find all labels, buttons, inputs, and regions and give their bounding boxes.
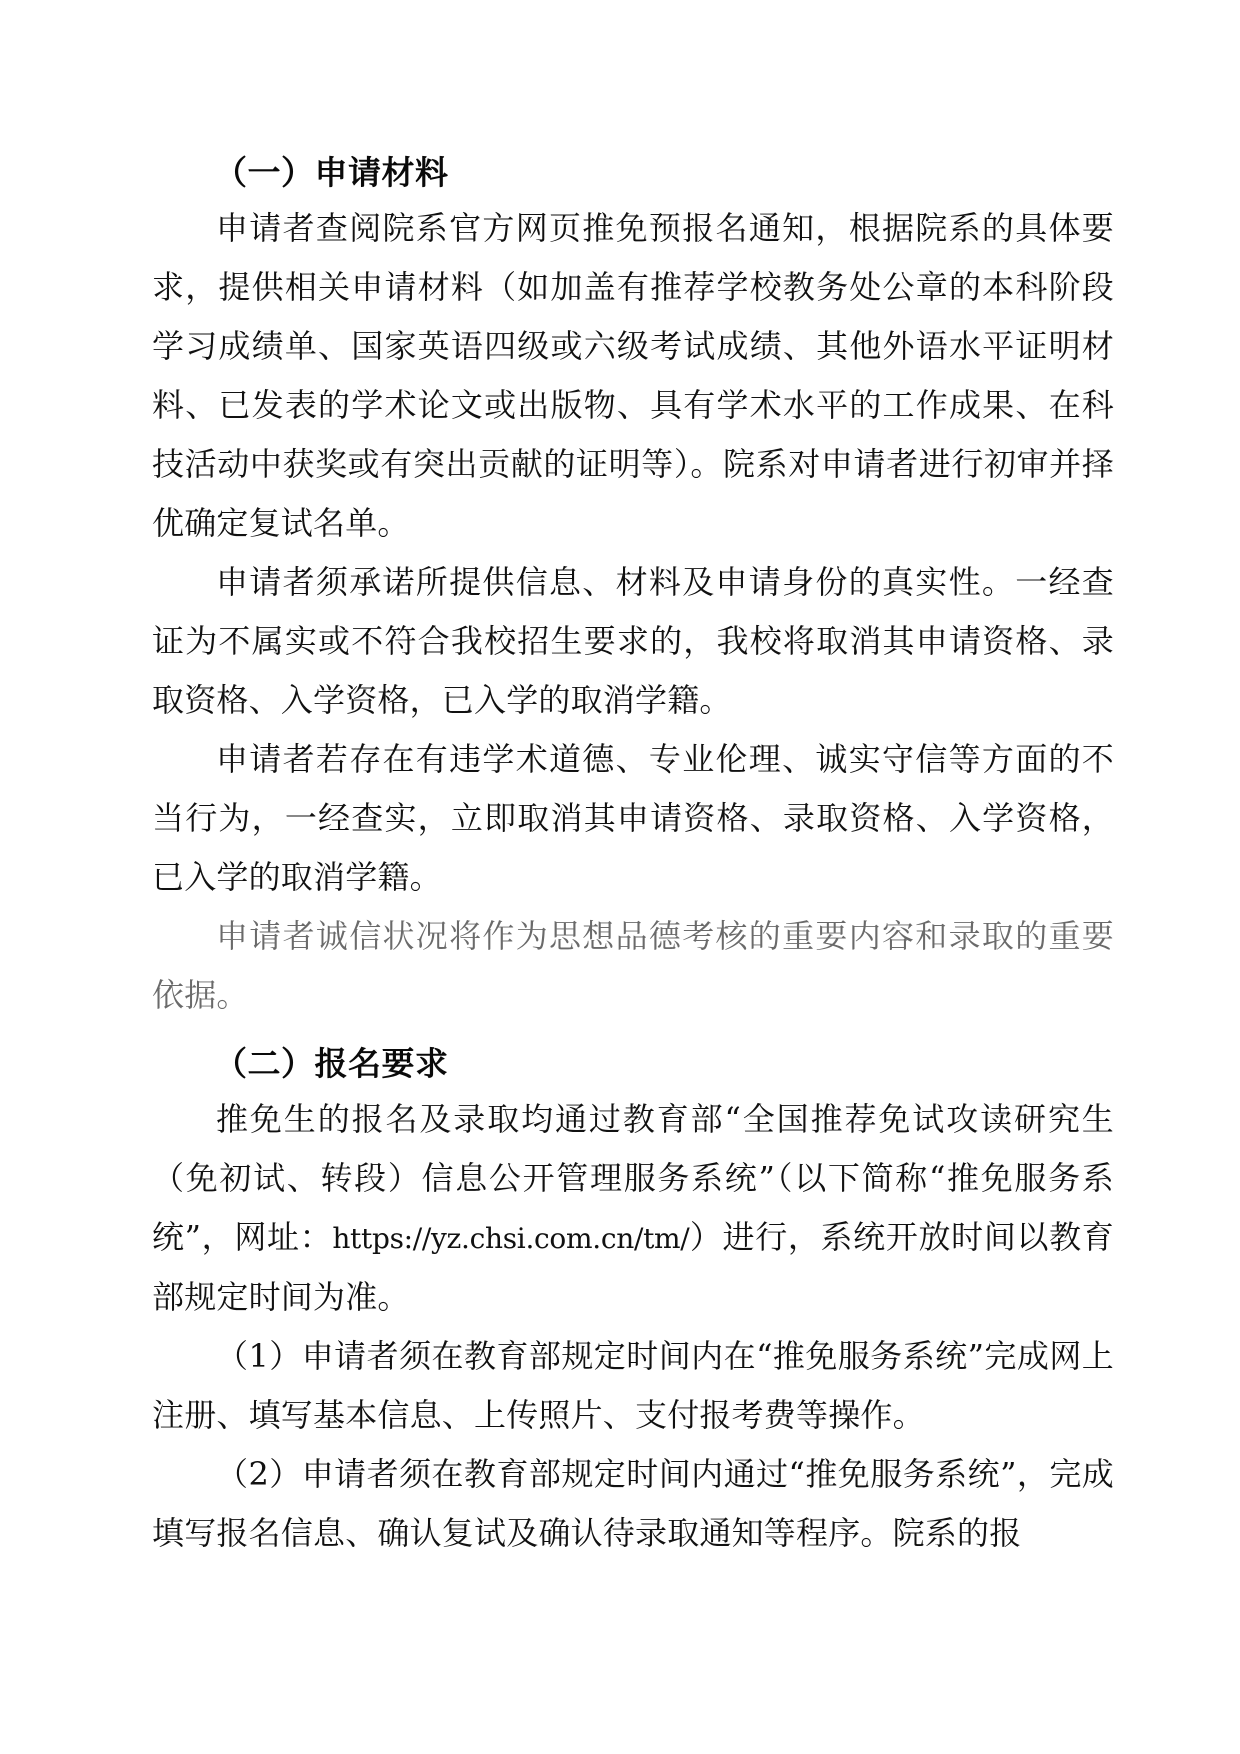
paragraph-application-materials: 申请者查阅院系官方网页推免预报名通知，根据院系的具体要求，提供相关申请材料（如加盖有推荐学校教务处公章的本科阶段学习成绩单、国家英语四级或六级考试成绩、其他外语水平证明材料、已发表的学术论文或出版物、具有学术水平的工作成果、在科技活动中获奖或有突出贡献的证明等）。院系对申请者进行初审并择优确定复试名单。 bbox=[152, 208, 1114, 542]
system-intro-text-before-url: 推免生的报名及录取均通过教育部“全国推荐免试攻读研究生（免初试、转段）信息公开管理服务系统”（以下简称“推免服务系统”，网址： bbox=[152, 1099, 1114, 1256]
paragraph-system-intro bbox=[152, 1090, 1114, 1327]
section-heading-registration-requirements: （二）报名要求 bbox=[214, 1043, 449, 1083]
paragraph-item-1: （1）申请者须在教育部规定时间内在“推免服务系统”完成网上注册、填写基本信息、上传照片、支付报考费等操作。 bbox=[152, 1336, 1114, 1434]
paragraph-integrity-record: 申请者诚信状况将作为思想品德考核的重要内容和录取的重要依据。 bbox=[152, 916, 1114, 1014]
page-content bbox=[152, 150, 1114, 1563]
section-heading-application-materials: （一）申请材料 bbox=[214, 153, 449, 192]
paragraph-item-2: （2）申请者须在教育部规定时间内通过“推免服务系统”，完成填写报名信息、确认复试及确认待录取通知等程序。院系的报 bbox=[152, 1454, 1114, 1552]
recommendation-system-url[interactable]: https://yz.chsi.com.cn/tm/ bbox=[332, 1221, 690, 1255]
paragraph-authenticity-commitment: 申请者须承诺所提供信息、材料及申请身份的真实性。一经查证为不属实或不符合我校招生要求的，我校将取消其申请资格、录取资格、入学资格，已入学的取消学籍。 bbox=[152, 562, 1114, 719]
system-intro-text-after-url: ）进行，系统开放时间以教育部规定时间为准。 bbox=[152, 1217, 1114, 1316]
paragraph-academic-misconduct: 申请者若存在有违学术道德、专业伦理、诚实守信等方面的不当行为，一经查实，立即取消其申请资格、录取资格、入学资格，已入学的取消学籍。 bbox=[152, 739, 1114, 896]
